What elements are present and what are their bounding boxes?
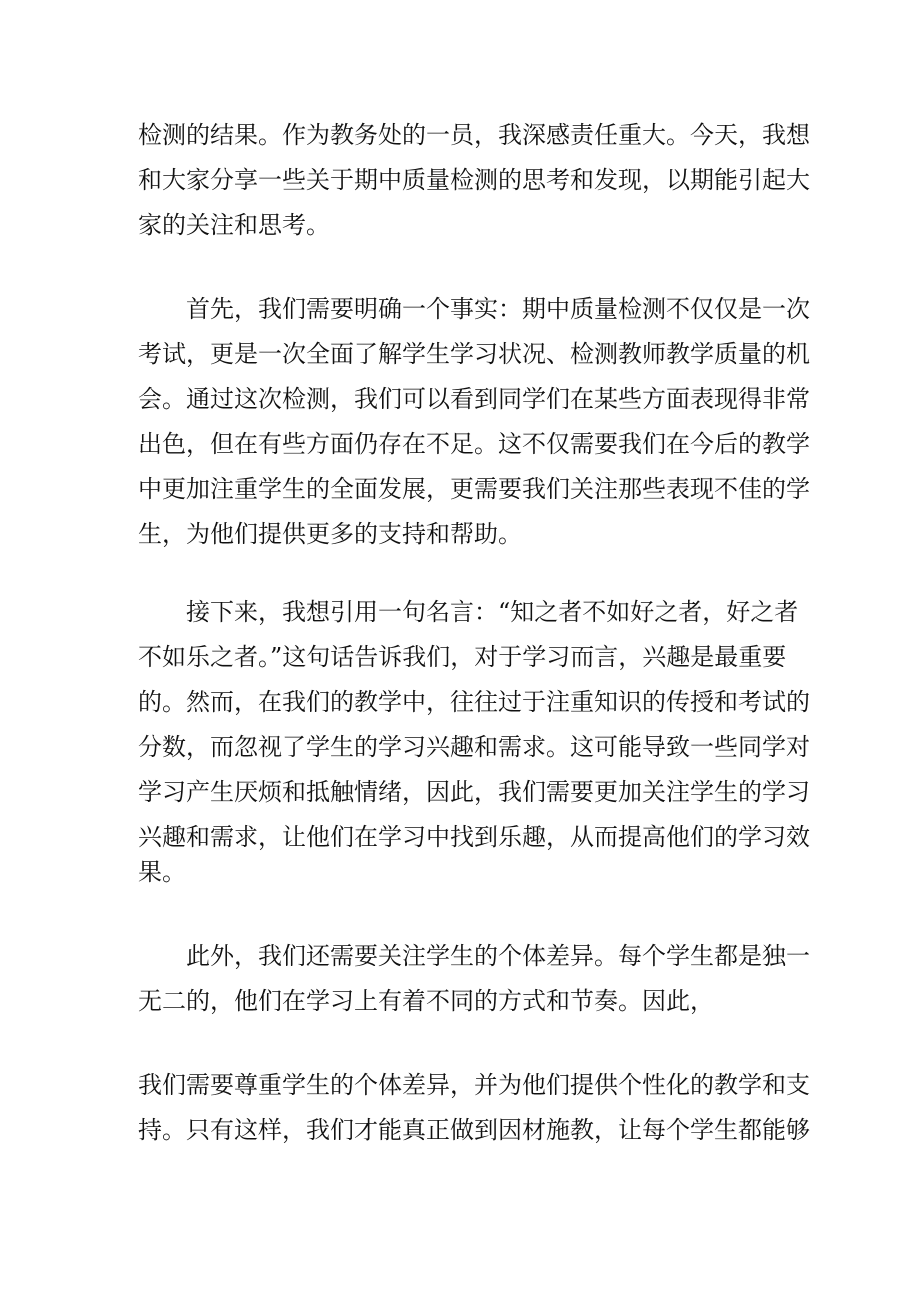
text-line: 考试，更是一次全面了解学生学习状况、检测教师教学质量的机 xyxy=(138,340,810,368)
text-line: 首先，我们需要明确一个事实：期中质量检测不仅仅是一次 xyxy=(186,295,810,323)
text-line: 果。 xyxy=(138,858,186,886)
text-line: 生，为他们提供更多的支持和帮助。 xyxy=(138,520,522,548)
text-line: 的。然而，在我们的教学中，往往过于注重知识的传授和考试的 xyxy=(138,688,810,716)
text-line: 和大家分享一些关于期中质量检测的思考和发现，以期能引起大 xyxy=(138,166,810,194)
text-line: 出色，但在有些方面仍存在不足。这不仅需要我们在今后的教学 xyxy=(138,430,810,458)
text-line: 持。只有这样，我们才能真正做到因材施教，让每个学生都能够 xyxy=(138,1116,810,1144)
text-line: 家的关注和思考。 xyxy=(138,211,330,239)
text-line: 不如乐之者。”这句话告诉我们，对于学习而言，兴趣是最重要 xyxy=(138,643,787,671)
text-line: 我们需要尊重学生的个体差异，并为他们提供个性化的教学和支 xyxy=(138,1071,810,1099)
text-line: 无二的，他们在学习上有着不同的方式和节奏。因此， xyxy=(138,987,714,1015)
text-line: 接下来，我想引用一句名言：“知之者不如好之者，好之者 xyxy=(186,598,799,626)
text-line: 学习产生厌烦和抵触情绪，因此，我们需要更加关注学生的学习 xyxy=(138,778,810,806)
text-line: 兴趣和需求，让他们在学习中找到乐趣，从而提高他们的学习效 xyxy=(138,823,810,851)
text-line: 分数，而忽视了学生的学习兴趣和需求。这可能导致一些同学对 xyxy=(138,733,810,761)
text-line: 此外，我们还需要关注学生的个体差异。每个学生都是独一 xyxy=(186,942,810,970)
text-line: 会。通过这次检测，我们可以看到同学们在某些方面表现得非常 xyxy=(138,385,810,413)
text-line: 中更加注重学生的全面发展，更需要我们关注那些表现不佳的学 xyxy=(138,475,810,503)
text-line: 检测的结果。作为教务处的一员，我深感责任重大。今天，我想 xyxy=(138,121,810,149)
